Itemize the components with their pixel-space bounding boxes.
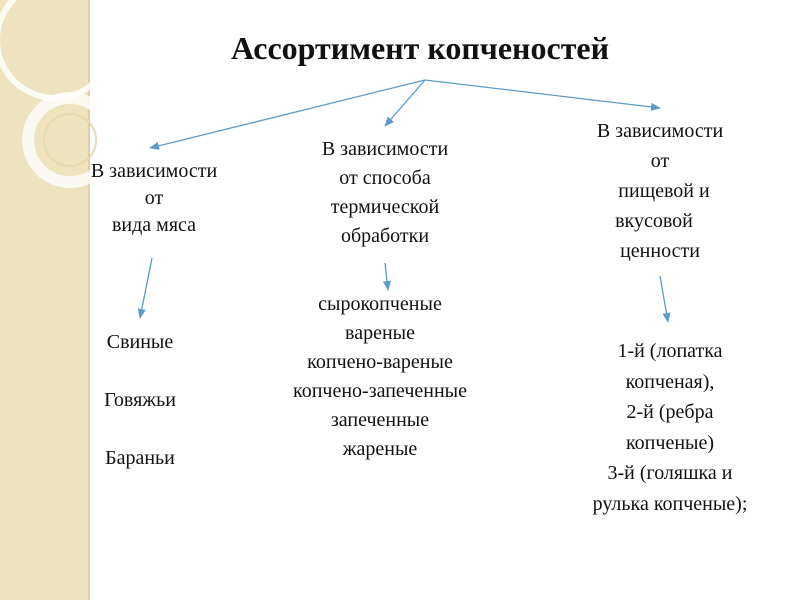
list-item: копченая), — [625, 370, 715, 393]
header-line: В зависимости — [596, 120, 724, 142]
header-line: вкусовой — [615, 210, 693, 232]
branch-heat-treatment-items — [255, 290, 505, 464]
list-item: Говяжьи — [104, 389, 176, 411]
arrow-heat-treatment-to-list — [385, 263, 388, 290]
list-spacer — [80, 415, 200, 444]
header-line: от — [144, 187, 164, 209]
branch-nutritional-value-header — [565, 116, 755, 266]
branch-meat-type-items — [80, 328, 200, 473]
header-line: от способа — [339, 167, 431, 189]
branch-meat-type-header — [64, 158, 244, 239]
arrow-title-to-heat-treatment — [385, 80, 425, 126]
list-item: вареные — [345, 322, 415, 344]
branch-nutritional-value-items — [560, 336, 780, 519]
header-line: пищевой и — [618, 180, 710, 202]
list-item: 2-й (ребра — [626, 401, 714, 423]
list-item: сырокопченые — [318, 293, 442, 315]
list-item: 1-й (лопатка — [617, 340, 723, 362]
list-item: Свиные — [106, 331, 174, 353]
list-item: копченые) — [625, 431, 715, 454]
header-line: термической — [330, 196, 440, 218]
arrow-nutritional-value-to-list — [660, 276, 668, 322]
list-item: копчено-вареные — [307, 351, 453, 373]
list-item: запеченные — [330, 409, 430, 431]
arrow-meat-type-to-list — [140, 258, 152, 318]
list-item: рулька копченые); — [592, 492, 748, 515]
list-spacer — [80, 357, 200, 386]
header-line: ценности — [620, 240, 700, 262]
list-item: жареные — [342, 438, 418, 460]
header-line: обработки — [340, 225, 430, 247]
header-line: В зависимости — [90, 160, 218, 182]
list-item: Бараньи — [105, 447, 175, 469]
arrow-title-to-nutritional-value — [425, 80, 660, 108]
header-line: от — [650, 150, 670, 172]
list-item: копчено-запеченные — [293, 380, 467, 402]
list-item: 3-й (голяшка и — [607, 462, 733, 484]
branch-heat-treatment-header — [290, 135, 480, 251]
diagram-title: Ассортимент копченостей — [230, 30, 610, 66]
header-line: В зависимости — [321, 138, 449, 160]
header-line: вида мяса — [111, 214, 197, 236]
